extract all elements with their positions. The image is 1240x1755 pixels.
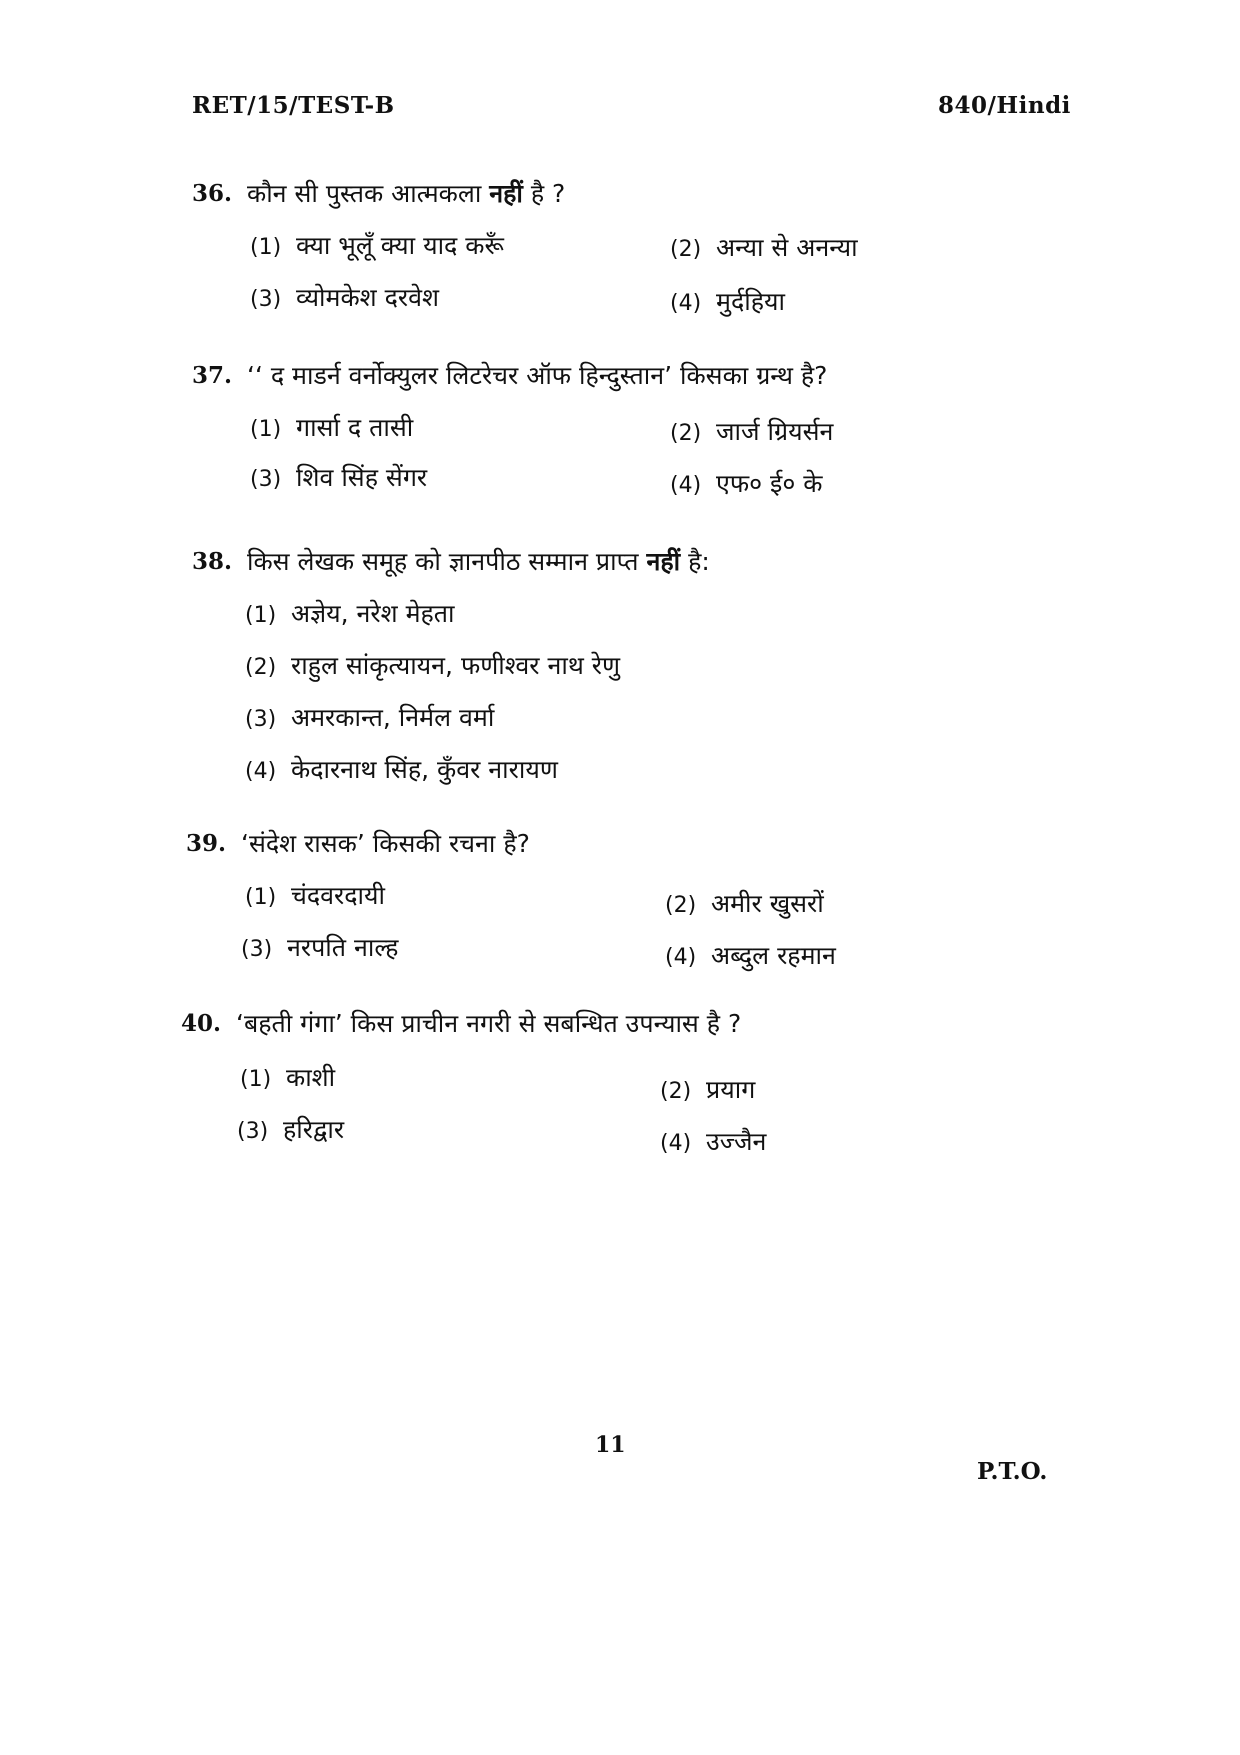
option: (3) नरपति नाल्ह [241,933,399,962]
page-number: 11 [595,1432,626,1458]
option: (4) केदारनाथ सिंह, कुँवर नारायण [245,755,558,784]
exam-code: RET/15/TEST-B [192,92,395,119]
question-number: 39. [186,830,227,857]
option: (2) राहुल सांकृत्यायन, फणीश्वर नाथ रेणु [245,651,621,680]
pto-label: P.T.O. [977,1458,1048,1485]
option: (3) व्योमकेश दरवेश [250,283,440,312]
question-number: 38. [192,548,233,575]
option: (3) हरिद्वार [237,1115,345,1144]
option: (1) गार्सा द तासी [250,413,414,442]
option: (3) शिव सिंह सेंगर [250,463,428,492]
option: (1) क्या भूलूँ क्या याद करूँ [250,231,504,260]
paper-code: 840/Hindi [938,92,1071,119]
question-text: ‘‘ द माडर्न वर्नोक्युलर लिटरेचर ऑफ हिन्दुस्तान’ किसका ग्रन्थ है? [247,361,828,390]
option: (4) उज्जैन [660,1127,767,1156]
question-number: 37. [192,362,233,389]
question-number: 36. [192,180,233,207]
option: (1) काशी [240,1063,336,1092]
option: (4) अब्दुल रहमान [665,941,836,970]
option: (2) जार्ज ग्रियर्सन [670,417,834,446]
option: (4) मुर्दहिया [670,287,785,316]
option: (3) अमरकान्त, निर्मल वर्मा [245,703,495,732]
question-text: ‘बहती गंगा’ किस प्राचीन नगरी से सबन्धित उपन्यास है ? [236,1009,742,1038]
question-number: 40. [181,1010,222,1037]
question-text: ‘संदेश रासक’ किसकी रचना है? [241,829,530,858]
option: (1) अज्ञेय, नरेश मेहता [245,599,455,628]
question-text: किस लेखक समूह को ज्ञानपीठ सम्मान प्राप्त नहीं है: [247,547,710,576]
option: (2) अन्या से अनन्या [670,233,858,262]
option: (4) एफ० ई० के [670,469,823,498]
option: (2) प्रयाग [660,1075,756,1104]
option: (1) चंदवरदायी [245,881,386,910]
option: (2) अमीर खुसरों [665,889,824,918]
question-text: कौन सी पुस्तक आत्मकला नहीं है ? [247,179,566,208]
